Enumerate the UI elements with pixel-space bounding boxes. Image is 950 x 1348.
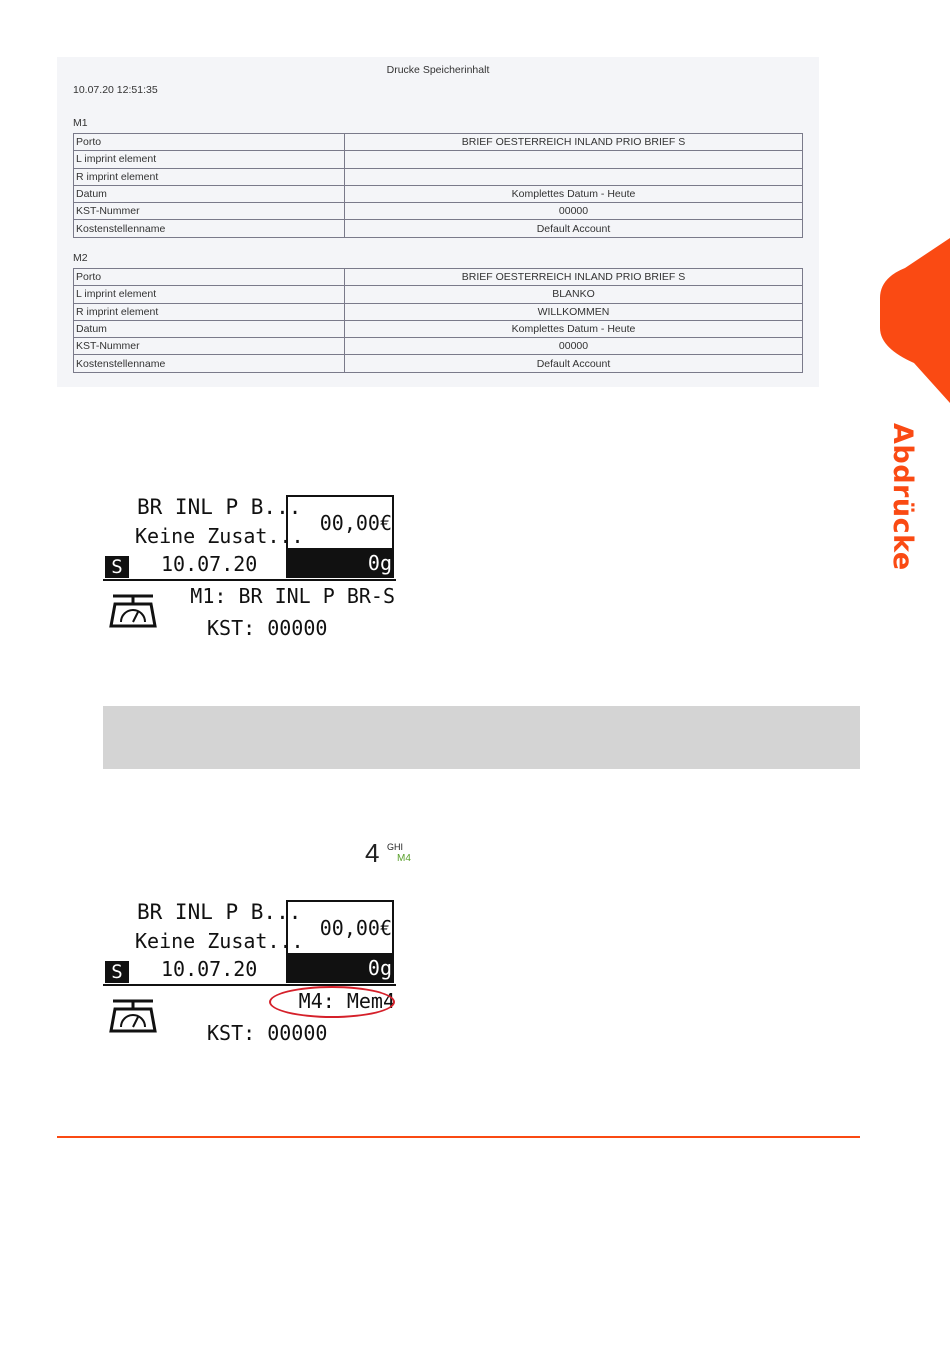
service-line: BR INL P B...: [137, 900, 302, 924]
date-display: 10.07.20: [161, 552, 258, 576]
price-box: [286, 495, 394, 548]
memory-display: M4: Mem4: [298, 989, 395, 1013]
side-tab: [880, 238, 950, 403]
table-cell-value: Komplettes Datum - Heute: [345, 185, 803, 202]
memory-table-m2: [73, 268, 803, 373]
weight-box: [286, 548, 394, 578]
table-cell-key: Porto: [74, 134, 345, 151]
display-screen-2: [103, 900, 403, 1050]
price-display: 00,00€: [319, 916, 392, 940]
memory-label-m2: M2: [73, 252, 88, 264]
price-box: [286, 900, 394, 953]
s-badge: S: [105, 556, 129, 578]
table-cell-value: BRIEF OESTERREICH INLAND PRIO BRIEF S: [345, 134, 803, 151]
display-screen-1: [103, 495, 403, 645]
table-row: [74, 185, 803, 202]
price-display: 00,00€: [319, 511, 392, 535]
table-cell-key: Datum: [74, 320, 345, 337]
s-badge: S: [105, 961, 129, 983]
table-cell-value: BRIEF OESTERREICH INLAND PRIO BRIEF S: [345, 269, 803, 286]
date-display: 10.07.20: [161, 957, 258, 981]
weight-display: 0g: [367, 551, 392, 575]
memory-table-m1: [73, 133, 803, 238]
table-cell-key: Kostenstellenname: [74, 220, 345, 237]
weight-box: [286, 953, 394, 983]
table-row: [74, 338, 803, 355]
kst-display: KST: 00000: [207, 1021, 328, 1045]
table-cell-key: Datum: [74, 185, 345, 202]
key-memory-label: M4: [397, 853, 411, 864]
options-line: Keine Zusat...: [135, 524, 304, 548]
printout-title: Drucke Speicherinhalt: [386, 64, 490, 76]
weight-display: 0g: [367, 956, 392, 980]
scale-icon: [107, 592, 159, 632]
footer-rule: [57, 1136, 860, 1138]
key-letters: GHI: [387, 842, 404, 852]
table-row: [74, 320, 803, 337]
section-label: Abdrücke: [887, 423, 918, 571]
highlight-ellipse: [269, 986, 395, 1018]
instruction-bar: [103, 706, 860, 769]
table-cell-value: Default Account: [345, 355, 803, 372]
table-row: [74, 168, 803, 185]
table-cell-value: [345, 151, 803, 168]
table-row: [74, 355, 803, 372]
table-row: [74, 220, 803, 237]
table-cell-value: [345, 168, 803, 185]
divider: [103, 579, 396, 581]
table-cell-key: KST-Nummer: [74, 203, 345, 220]
scale-icon: [107, 997, 159, 1037]
printout-date: 10.07.20 12:51:35: [73, 84, 158, 96]
table-cell-key: Porto: [74, 269, 345, 286]
table-row: [74, 151, 803, 168]
memory-label-m1: M1: [73, 117, 88, 129]
table-cell-key: R imprint element: [74, 303, 345, 320]
table-row: [74, 203, 803, 220]
table-cell-key: L imprint element: [74, 151, 345, 168]
table-cell-value: 00000: [345, 338, 803, 355]
options-line: Keine Zusat...: [135, 929, 304, 953]
memory-display: M1: BR INL P BR-S: [190, 584, 395, 608]
kst-display: KST: 00000: [207, 616, 328, 640]
table-row: [74, 286, 803, 303]
key-number: 4: [365, 838, 380, 868]
table-cell-value: Default Account: [345, 220, 803, 237]
table-row: [74, 269, 803, 286]
table-cell-value: Komplettes Datum - Heute: [345, 320, 803, 337]
memory-printout: [57, 57, 819, 387]
table-cell-value: 00000: [345, 203, 803, 220]
table-cell-key: R imprint element: [74, 168, 345, 185]
table-cell-key: L imprint element: [74, 286, 345, 303]
table-row: [74, 303, 803, 320]
table-row: [74, 134, 803, 151]
table-cell-key: Kostenstellenname: [74, 355, 345, 372]
table-cell-value: WILLKOMMEN: [345, 303, 803, 320]
table-cell-key: KST-Nummer: [74, 338, 345, 355]
divider: [103, 984, 396, 986]
service-line: BR INL P B...: [137, 495, 302, 519]
table-cell-value: BLANKO: [345, 286, 803, 303]
